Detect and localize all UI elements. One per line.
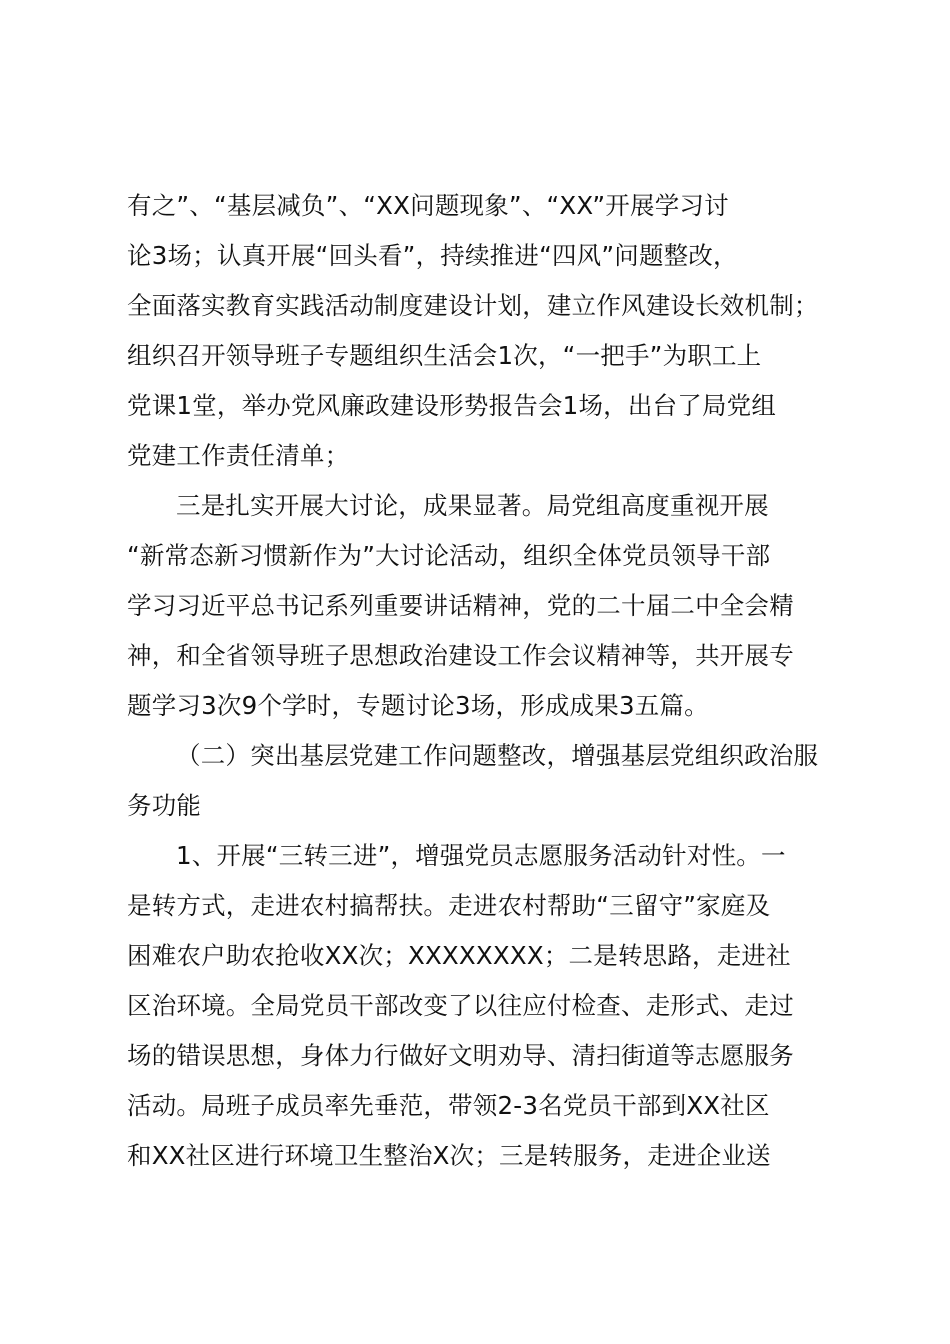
text-line: 论3场；认真开展“回头看”，持续推进“四风”问题整改， bbox=[127, 241, 738, 270]
text-line: 场的错误思想，身体力行做好文明劝导、清扫街道等志愿服务 bbox=[127, 1041, 794, 1070]
text-line: 1、开展“三转三进”，增强党员志愿服务活动针对性。一 bbox=[176, 841, 786, 870]
text-line: 困难农户助农抢收XX次；XXXXXXXX；二是转思路，走进社 bbox=[127, 941, 791, 970]
text-line: 务功能 bbox=[127, 791, 202, 820]
text-line: 三是扎实开展大讨论，成果显著。局党组高度重视开展 bbox=[176, 491, 769, 520]
text-line: 活动。局班子成员率先垂范，带领2-3名党员干部到XX社区 bbox=[127, 1091, 770, 1120]
text-line: 神，和全省领导班子思想政治建设工作会议精神等，共开展专 bbox=[127, 641, 794, 670]
text-line: （二）突出基层党建工作问题整改，增强基层党组织政治服 bbox=[176, 741, 819, 770]
text-line: 全面落实教育实践活动制度建设计划，建立作风建设长效机制； bbox=[127, 291, 819, 320]
text-line: 党建工作责任清单； bbox=[127, 441, 350, 470]
text-line: 和XX社区进行环境卫生整治X次；三是转服务，走进企业送 bbox=[127, 1141, 771, 1170]
text-line: 是转方式，走进农村搞帮扶。走进农村帮助“三留守”家庭及 bbox=[127, 891, 771, 920]
document-body bbox=[127, 181, 847, 1181]
text-line: 党课1堂，举办党风廉政建设形势报告会1场，出台了局党组 bbox=[127, 391, 777, 420]
text-line: 题学习3次9个学时，专题讨论3场，形成成果3五篇。 bbox=[127, 691, 709, 720]
text-line: 组织召开领导班子专题组织生活会1次，“一把手”为职工上 bbox=[127, 341, 762, 370]
text-line: 区治环境。全局党员干部改变了以往应付检查、走形式、走过 bbox=[127, 991, 794, 1020]
text-line: 有之”、“基层减负”、“XX问题现象”、“XX”开展学习讨 bbox=[127, 191, 729, 220]
text-line: 学习习近平总书记系列重要讲话精神，党的二十届二中全会精 bbox=[127, 591, 794, 620]
text-line: “新常态新习惯新作为”大讨论活动，组织全体党员领导干部 bbox=[127, 541, 771, 570]
